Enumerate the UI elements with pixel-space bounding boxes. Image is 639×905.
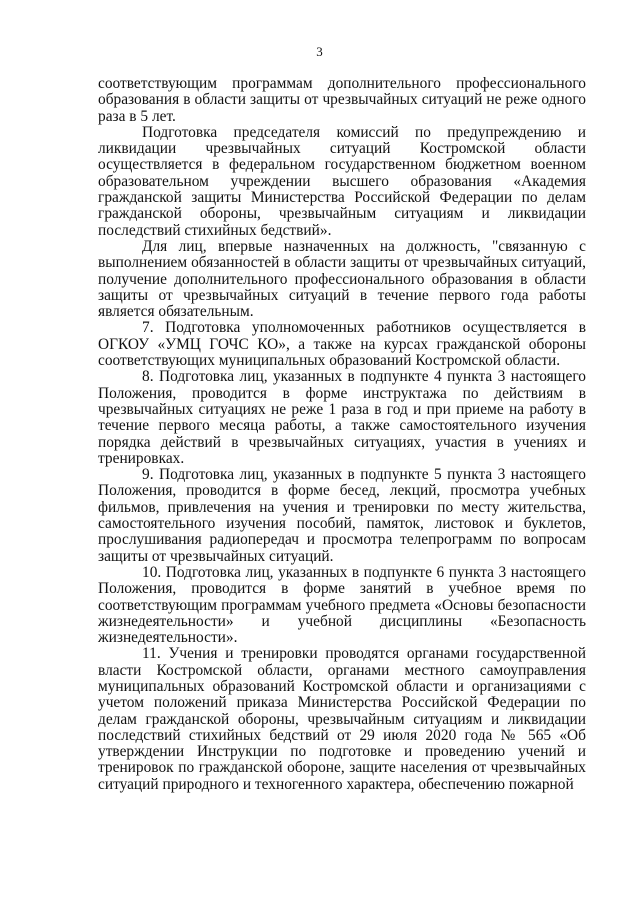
paragraph: 8. Подготовка лиц, указанных в подпункте 4 пункта 3 настоящего Положения, проводится в форме инструктажа по действиям в чрезвычайных ситуациях не реже 1 раза в год и при приеме на работу в течение первого месяца работы, а также самостоятельного изучения порядка действий в чрезвычайных ситуациях, участия в учениях и тренировках. <box>98 368 586 467</box>
paragraph: 7. Подготовка уполномоченных работников осуществляется в ОГКОУ «УМЦ ГОЧС КО», а также на курсах гражданской обороны соответствующих муниципальных образований Костромской области. <box>98 319 586 370</box>
paragraph: 11. Учения и тренировки проводятся органами государственной власти Костромской области, органами местного самоуправления муниципальных образований Костромской области и организациями с учетом положений приказа Министерства Российской Федерации по делам гражданской обороны, чрезвычайным ситуациям и ликвидации последствий стихийных бедствий от 29 июля 2020 года № 565 «Об утверждении Инструкции по подготовке и проведению учений и тренировок по гражданской обороне, защите населения от чрезвычайных ситуаций природного и техногенного характера, обеспечению пожарной <box>98 645 586 793</box>
paragraph: Для лиц, впервые назначенных на должность, "связанную с выполнением обязанностей в области защиты от чрезвычайных ситуаций, получение дополнительного профессионального образования в области защиты от чрезвычайных ситуаций в течение первого года работы является обязательным. <box>98 237 586 321</box>
paragraph: соответствующим программам дополнительного профессионального образования в области защиты от чрезвычайных ситуаций не реже одного раза в 5 лет. <box>98 75 586 125</box>
paragraph: Подготовка председателя комиссий по предупреждению и ликвидации чрезвычайных ситуаций Костромской области осуществляется в федеральном государственном бюджетном военном образовательном учреждении высшего образования «Академия гражданской защиты Министерства Российской Федерации по делам гражданской обороны, чрезвычайным ситуациям и ликвидации последствий стихийных бедствий». <box>98 123 586 239</box>
paragraph: 10. Подготовка лиц, указанных в подпункте 6 пункта 3 настоящего Положения, проводится в форме занятий в учебное время по соответствующим программам учебного предмета «Основы безопасности жизнедеятельности» и учебной дисциплины «Безопасность жизнедеятельности». <box>98 563 586 647</box>
document-body <box>98 76 586 793</box>
paragraph: 9. Подготовка лиц, указанных в подпункте 5 пункта 3 настоящего Положения, проводится в форме бесед, лекций, просмотра учебных фильмов, привлечения на учения и тренировки по месту жительства, самостоятельного изучения пособий, памяток, листовок и буклетов, прослушивания радиопередач и просмотра телепрограмм по вопросам защиты от чрезвычайных ситуаций. <box>98 466 586 565</box>
page-number: 3 <box>316 44 323 59</box>
